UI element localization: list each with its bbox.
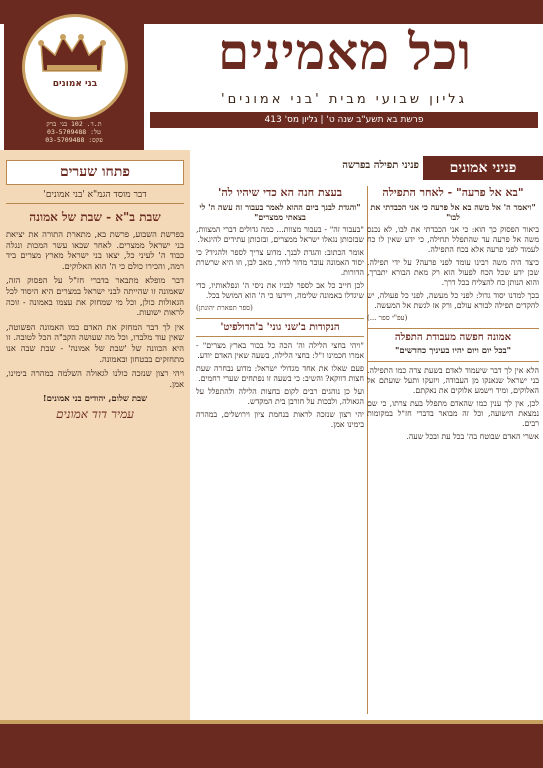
highlight-box (367, 328, 539, 362)
paragraph: בפרשת השבוע, פרשת בא, מתארת התורה את יציאת בני ישראל ממצרים. לאחר שבאו עשר המכות ונגלה כבוד ה' לעיני כל, יצאו בני ישראל מארץ מצרים ביד רמה, והכירו כולם כי ה' הוא האלוקים. (6, 229, 184, 271)
paragraph: ועל כן נוהגים רבים לקום בחצות הלילה ולהתפלל על הגאולה, ולבכות על חורבן בית המקדש. (196, 387, 364, 406)
article-source: (ספר תפארת יהונתן) (196, 304, 253, 312)
masthead-title: וכל מאמינים (217, 22, 473, 81)
middle-article-column (196, 186, 364, 716)
left-column (0, 150, 190, 720)
section-subtitle: פניני תפילה בפרשה (342, 160, 419, 171)
paragraph: אין לך דבר המחזק את האדם כמו האמונה הפשוטה, שאין עוד מלבדו, וכל מה שעושה הקב"ה הכל לטובה. זו היא הכוונה של 'שבת של אמונה' - שבת שבה אנו מתחזקים בבטחון ובאמונה. (6, 321, 184, 364)
footer-stripe (0, 720, 543, 724)
footer-band (0, 720, 543, 768)
paragraph: יהי רצון שנזכה לראות בנחמת ציון וירושלים, במהרה בימינו אמן. (196, 410, 364, 429)
section-tab: פניני אמונים (423, 156, 543, 180)
contact-line: ת.ד. 102 בני ברק (46, 120, 102, 128)
masthead-tagline: גליון שבועי מבית 'בני אמונים' (221, 92, 467, 107)
article-quote: "ויאמר ה' אל משה בא אל פרעה כי אני הכבדתי את לבו" (370, 202, 536, 222)
paragraph: ביאור הפסוק כך הוא: כי אני הכבדתי את לבו, לא נכנס משה אל פרעה עד שהתפלל תחילה, כי ידע שאין לו כח לעמוד לפני פרעה אלא בכח התפילה. (367, 225, 539, 254)
article-body (367, 225, 539, 311)
box-body (367, 366, 539, 442)
paragraph: לכן, אין לך ענין כמו שהאדם מתפלל בעת צרתו, כי שם נמצאת הישועה, וכל זה מבואר בדברי חז"ל במקומות רבים. (367, 399, 539, 428)
paragraph: ויהי רצון שנזכה כולנו לגאולה השלמה במהרה בימינו, אמן. (6, 368, 184, 389)
article-title: בעצת חנה הא כדי שיהיו לה' (217, 186, 343, 199)
left-column-subtitle: דבר מוסד הגמ"א 'בני אמונים' (6, 189, 184, 204)
header (0, 0, 543, 150)
paragraph: לכן חייב כל אב לספר לבניו את ניסי ה' ונפלאותיו, כדי שיגדלו באמונה שלימה, ויידעו כי ה' הוא המושל בכל. (196, 281, 364, 300)
paragraph: כיצד היה משה רבינו עומד לפני פרעה? על ידי תפילה. שכן ידע שכל הכח לפעול הוא רק מאת הבורא יתברך, והוא הנותן כח להצליח בכל דרך. (367, 258, 539, 287)
crown-icon (37, 31, 107, 75)
right-article-column (367, 186, 539, 716)
logo-block (4, 6, 144, 150)
left-column-title: פתחו שערים (6, 160, 184, 185)
highlight-box (196, 318, 364, 337)
issue-info: פרשת בא תשע"ב שנה ט' | גליון מס' 413 (150, 112, 538, 128)
box-title: אמונה חפשה מעבודת התפלה (394, 332, 512, 343)
paragraph: "בעבור זה" - בעבור מצוות... כמה גדולים דברי המצוות, שבזכותן נגאלו ישראל ממצרים, ובזכותן עתידים להיגאל. (196, 225, 364, 244)
paragraph: אשרי האדם שבוטח בה' בכל עת ובכל שעה. (406, 432, 539, 441)
closing-line: שבת שלום, יהודים בני אמונים! (42, 394, 148, 405)
article-quote: "והגדת לבנך ביום ההוא לאמר בעבור זה עשה ה' לי בצאתי ממצרים" (199, 202, 361, 222)
paragraph: "ויהי בחצי הלילה וה' הכה כל בכור בארץ מצרים" - אמרו חכמינו ז"ל: בחצי הלילה, בשעה שאין האדם יודע. (196, 341, 364, 360)
left-column-body (6, 229, 184, 389)
box-quote: "בכל יום ויום יהיו בעיניך כחדשים" (394, 346, 512, 356)
contact-line: טל: 03-5709488 (47, 128, 101, 136)
article-body (196, 225, 364, 301)
logo (22, 14, 128, 120)
box-title: הנקודות ב'שני גוני' ב'הדולפיט' (220, 322, 340, 333)
paragraph: פעם שאלו את אחד מגדולי ישראל: מדוע נבחרה שעת חצות דווקא? והשיב: כי בשעה זו נפתחים שערי רחמים. (196, 364, 364, 383)
main-content (192, 150, 543, 720)
article-source: (עפ"י ספר ...) (367, 314, 408, 322)
paragraph: בכך למדנו יסוד גדול: לפני כל מעשה, לפני כל פעולה, יש להקדים תפילה לבורא עולם, ורק אז לגשת אל המעשה. (367, 291, 539, 310)
logo-text: בני אמונים (52, 79, 98, 89)
signature: עמיר דוד אמונים (56, 407, 134, 422)
paragraph: אומר הכתוב: והגדת לבנך. מדוע צריך לספר ולהגיד? כי יסוד האמונה עובר מדור לדור, מאב לבן, וזו היא שרשרת הדורות. (196, 248, 364, 277)
contact-line: פקס: 03-5709488 (45, 136, 103, 144)
left-column-heading: שבת ב"א - שבת של אמונה (29, 210, 161, 224)
contact-info (10, 120, 138, 144)
paragraph: הלא אין לך דבר שיעמוד לאדם בשעת צרה כמו התפילה. בני ישראל שנאנקו מן העבודה, ויזעקו ותעל שועתם אל האלוקים, ומיד וישמע אלוקים את נאקתם. (367, 366, 539, 395)
box-body (196, 341, 364, 430)
paragraph: דבר מופלא מתבאר בדברי חז"ל על הפסוק הזה, שאמונה זו שהייתה לבני ישראל במצרים היא היסוד לכל הגאולות כולן, וכל מי שמחזק את עצמו באמונה - זוכה לראות ישועות. (6, 275, 184, 318)
article-title: "בא אל פרעה" - לאחר התפילה (382, 186, 524, 199)
